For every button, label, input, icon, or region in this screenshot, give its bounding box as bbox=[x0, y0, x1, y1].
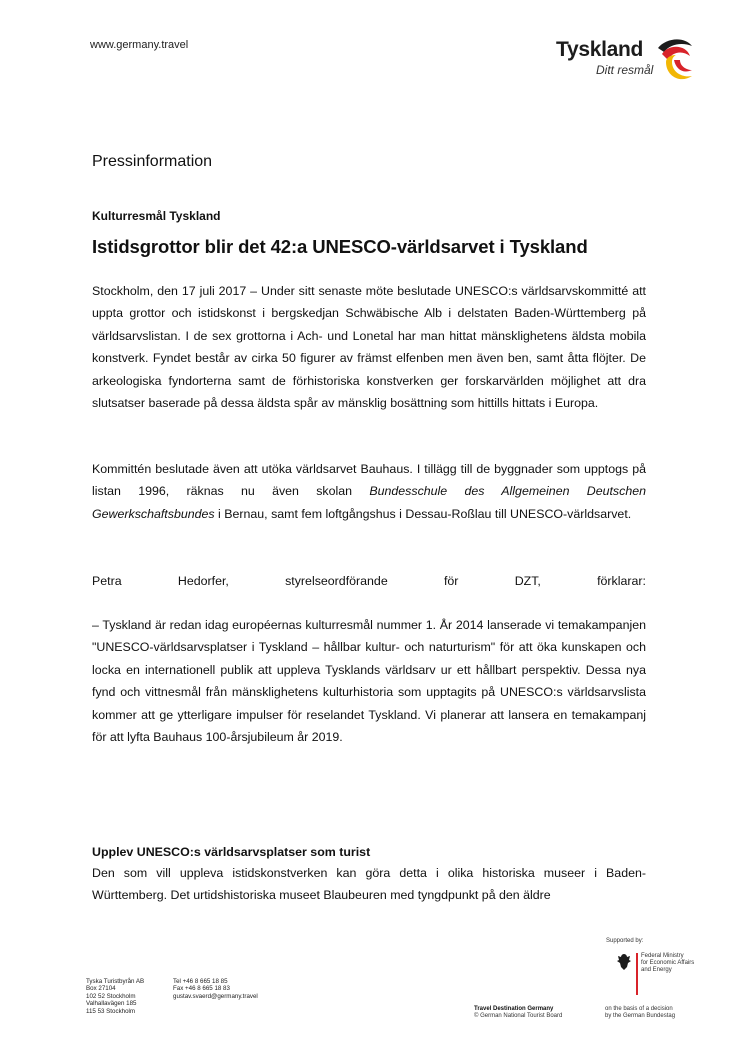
attribution-word: Hedorfer, bbox=[177, 574, 229, 588]
contact-email[interactable]: gustav.svaerd@germany.travel bbox=[173, 992, 258, 1000]
footer-contact bbox=[173, 978, 258, 1000]
ministry-line: for Economic Affairs bbox=[641, 960, 695, 967]
paragraph-2-text-b: i Bernau, samt fem loftgångshus i Dessau-Roßlau till UNESCO-världsarvet. bbox=[214, 506, 632, 521]
paragraph-2 bbox=[92, 458, 646, 525]
ministry-line: Federal Ministry bbox=[641, 953, 684, 959]
address-line: Valhallavägen 185 bbox=[86, 1000, 137, 1008]
paragraph-2-text-a: Kommittén beslutade även att utöka världsarvet Bauhaus. I tillägg till de byggnader som upptogs på listan 1996, räknas nu även skolan bbox=[92, 462, 646, 499]
press-label: Pressinformation bbox=[92, 153, 213, 170]
kicker: Kulturresmål Tyskland bbox=[92, 209, 221, 223]
address-line: Box 27104 bbox=[86, 985, 116, 993]
ministry-line: and Energy bbox=[641, 967, 672, 974]
attribution-word: Petra bbox=[92, 574, 122, 588]
attribution-word: DZT, bbox=[514, 574, 541, 588]
quote-paragraph: – Tyskland är redan idag européernas kulturresmål nummer 1. År 2014 lanserade vi temakampanjen "UNESCO-världsarvsplatser i Tyskland – hållbar kultur- och naturturism" för att öka kunskapen och locka en internationell publik att uppleva Tysklands världsarv ur ett hållbart perspektiv. Dessa nya fynd och vittnesmål från mänsklighetens kulturhistoria som upptagits på UNESCO:s världsarvslista kommer att ge ytterligare impulser för reselandet Tyskland. Vi planerar att lansera en temakampanj för att lyfta Bauhaus 100-årsjubileum år 2019. bbox=[92, 618, 646, 745]
logo-swoosh-icon bbox=[652, 36, 696, 86]
tdg-credit bbox=[474, 1006, 562, 1021]
ministry-flag-bar bbox=[636, 953, 638, 995]
attribution-word: förklarar: bbox=[597, 574, 646, 588]
bundestag-basis bbox=[605, 1006, 675, 1021]
logo-subtitle: Ditt resmål bbox=[596, 63, 654, 77]
footer-address bbox=[86, 978, 144, 1015]
basis-line: on the basis of a decision bbox=[605, 1006, 673, 1012]
website-url: www.germany.travel bbox=[90, 39, 189, 51]
tyskland-logo bbox=[548, 36, 668, 96]
attribution-word: styrelseordförande bbox=[285, 574, 388, 588]
attribution-line bbox=[92, 574, 646, 588]
tdg-subtitle: © German National Tourist Board bbox=[474, 1013, 563, 1020]
paragraph-2-school-name: Bundesschule des Allgemeinen Deutschen Gewerkschaftsbundes bbox=[92, 484, 646, 521]
logo-title: Tyskland bbox=[556, 38, 644, 61]
contact-line: Tel +46 8 665 18 85 bbox=[173, 978, 228, 985]
supported-by-label: Supported by: bbox=[606, 938, 644, 944]
ministry-logo bbox=[616, 953, 696, 997]
address-line: 115 53 Stockholm bbox=[86, 1007, 136, 1015]
address-line: 102 52 Stockholm bbox=[86, 992, 136, 1000]
address-line: Tyska Turistbyrån AB bbox=[86, 978, 145, 985]
headline: Istidsgrottor blir det 42:a UNESCO-världsarvet i Tyskland bbox=[92, 236, 588, 257]
federal-eagle-icon bbox=[616, 953, 632, 971]
contact-line: Fax +46 8 665 18 83 bbox=[173, 985, 230, 993]
section-heading: Upplev UNESCO:s världsarvsplatser som turist bbox=[92, 845, 371, 859]
section-paragraph: Den som vill uppleva istidskonstverken kan göra detta i olika historiska museer i Baden-Württemberg. Det urtidshistoriska museet Blaubeuren med tyngdpunkt på den äldre bbox=[92, 866, 646, 903]
basis-line: by the German Bundestag bbox=[605, 1013, 676, 1020]
tdg-title: Travel Destination Germany bbox=[474, 1006, 554, 1012]
ministry-name bbox=[641, 953, 694, 975]
paragraph-1: Stockholm, den 17 juli 2017 – Under sitt senaste möte beslutade UNESCO:s världsarvskommitté att uppta grottor och istidskonst i bergskedjan Schwäbische Alb i delstaten Baden-Württemberg på världsarvslistan. I de sex grottorna i Ach- und Lonetal har man hittat mänsklighetens äldsta mobila konstverk. Fyndet består av cirka 50 figurer av främst elfenben men även ben, samt åtta flöjter. De arkeologiska fyndorterna samt de förhistoriska konstverken ger forskarvärlden möjlighet att dra slutsatser baserade på dessa äldsta spår av mänsklig bosättning som hittills hittats i Europa. bbox=[92, 284, 646, 411]
attribution-word: för bbox=[443, 574, 459, 588]
